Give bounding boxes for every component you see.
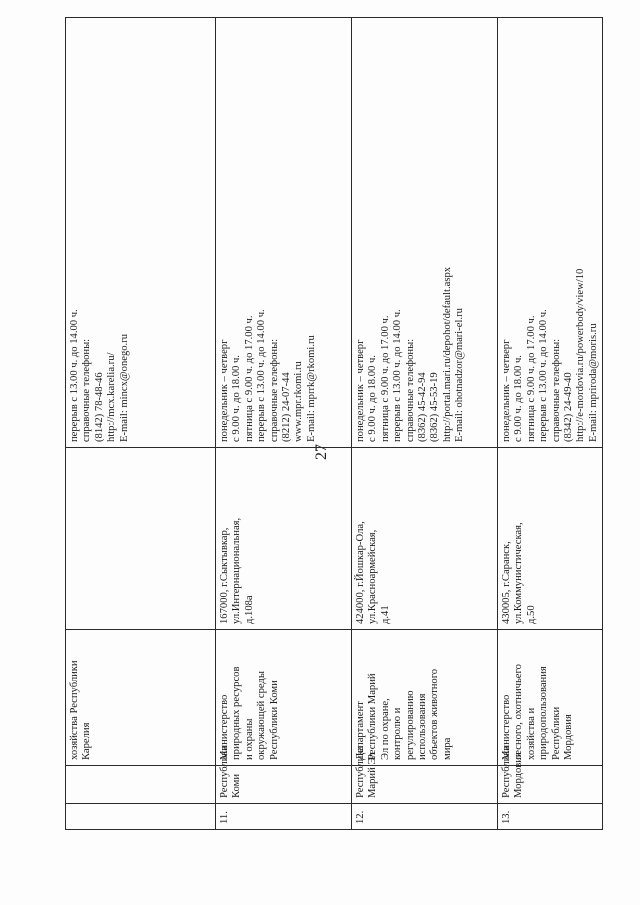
row-number-cell xyxy=(216,804,352,830)
address-cell xyxy=(216,448,352,630)
email-line[interactable]: E-mail: mpriroda@moris.ru xyxy=(587,323,599,442)
region-line: Республика xyxy=(355,745,366,798)
address-line: ул.Интернациональная, xyxy=(231,517,243,624)
website-link[interactable]: http://portal.mari.ru/depohot/default.aspx xyxy=(441,266,453,442)
contact-line: (8362) 45-42-94 xyxy=(417,372,429,442)
organization-line: мира xyxy=(441,737,453,760)
page-number: 27 xyxy=(313,444,330,460)
organization-cell xyxy=(66,630,216,766)
website-link[interactable]: www.mpr.rkomi.ru xyxy=(293,361,305,442)
region-cell xyxy=(498,745,603,804)
hours-contacts-cell xyxy=(352,18,498,448)
address-line: ул.Красноармейская, xyxy=(367,529,379,624)
organization-cell xyxy=(216,630,352,766)
organization-line: Республики xyxy=(550,706,562,760)
contact-line: понедельник – четверг xyxy=(355,339,366,442)
organization-line: природных ресурсов xyxy=(231,666,243,760)
address-line: д.108а xyxy=(243,595,255,624)
organization-line: лесного, охотничьего xyxy=(513,664,525,760)
contacts-table xyxy=(65,17,603,830)
rotated-table-container xyxy=(65,18,599,830)
row-number-cell xyxy=(352,804,498,830)
organization-line: окружающей среды xyxy=(256,671,268,760)
organization-line: Мордовия xyxy=(563,714,575,760)
hours-contacts-cell xyxy=(66,18,216,448)
address-line: д.50 xyxy=(525,605,537,624)
contact-line: справочные телефоны: xyxy=(404,338,416,442)
region-line: Республика xyxy=(501,745,512,798)
email-line[interactable]: E-mail: mincx@onego.ru xyxy=(118,333,130,442)
row-number: 11. xyxy=(219,811,230,824)
table-row xyxy=(66,18,216,830)
row-number-cell xyxy=(66,804,216,830)
organization-line: природопользования xyxy=(538,666,550,760)
organization-cell xyxy=(498,630,603,766)
contact-line: пятница с 9.00 ч. до 17.00 ч. xyxy=(525,315,537,442)
table-body xyxy=(66,18,603,830)
address-line: 430005, г.Саранск, xyxy=(501,541,512,624)
region-line: Марий Эл xyxy=(367,752,379,798)
website-link[interactable]: http://e-mordovia.ru/powerbody/view/10 xyxy=(575,268,587,442)
address-line: ул.Коммунистическая, xyxy=(513,522,525,624)
contact-line: (8142) 78-48-46 xyxy=(93,372,105,442)
contact-line: справочные телефоны: xyxy=(550,338,562,442)
organization-line: хозяйства Республики xyxy=(69,660,80,760)
contact-line: понедельник – четверг xyxy=(501,339,512,442)
row-number: 12. xyxy=(355,810,366,824)
region-cell xyxy=(216,745,352,804)
email-line[interactable]: E-mail: mprrk@rkomi.ru xyxy=(305,335,317,442)
organization-line: контролю и xyxy=(392,707,404,760)
website-link[interactable]: http://mcx.karelia.ru/ xyxy=(106,352,118,442)
organization-line: Эл по охране, xyxy=(379,698,391,760)
organization-line: объектов животного xyxy=(429,668,441,760)
contact-line: перерыв с 13.00 ч. до 14.00 ч. xyxy=(538,309,550,442)
contact-line: с 9.00 ч. до 18.00 ч. xyxy=(231,355,243,442)
organization-cell xyxy=(352,630,498,766)
contact-line: (8212) 24-07-44 xyxy=(281,372,293,442)
address-cell xyxy=(352,448,498,630)
table-row xyxy=(216,18,352,830)
table-row xyxy=(498,18,603,830)
region-line: Коми xyxy=(231,773,243,798)
contact-line: с 9.00 ч. до 18.00 ч. xyxy=(513,355,525,442)
contact-line: с 9.00 ч. до 18.00 ч. xyxy=(367,355,379,442)
region-line: Республика xyxy=(219,745,230,798)
region-line: Мордовия xyxy=(513,752,525,798)
address-line: 424000, г.Йошкар-Ола, xyxy=(355,521,366,624)
organization-line: регулированию xyxy=(404,690,416,760)
address-line: 167000, г.Сыктывкар, xyxy=(219,527,230,624)
contact-line: пятница с 9.00 ч. до 17.00 ч. xyxy=(379,315,391,442)
contact-line: перерыв с 13.00 ч. до 14.00 ч. xyxy=(69,309,80,442)
contact-line: перерыв с 13.00 ч. до 14.00 ч. xyxy=(392,309,404,442)
contact-line: перерыв с 13.00 ч. до 14.00 ч. xyxy=(256,309,268,442)
address-cell xyxy=(66,448,216,630)
contact-line: пятница с 9.00 ч. до 17.00 ч. xyxy=(243,315,255,442)
organization-line: Департамент xyxy=(355,701,366,760)
row-number-cell xyxy=(498,804,603,830)
organization-line: Министерство xyxy=(501,694,512,760)
organization-line: хозяйства и xyxy=(525,707,537,760)
organization-line: Карелия xyxy=(81,722,93,760)
organization-line: и охраны xyxy=(243,718,255,760)
contact-line: справочные телефоны: xyxy=(81,338,93,442)
organization-line: Республики Марий xyxy=(367,673,379,760)
region-cell xyxy=(66,766,216,804)
address-cell xyxy=(498,448,603,630)
row-number: 13. xyxy=(501,810,512,824)
organization-line: Министерство xyxy=(219,694,230,760)
hours-contacts-cell xyxy=(216,18,352,448)
contact-line: понедельник – четверг xyxy=(219,339,230,442)
contact-line: (8342) 24-49-40 xyxy=(563,372,575,442)
address-line: д.41 xyxy=(379,605,391,624)
contact-line: справочные телефоны: xyxy=(268,338,280,442)
email-line[interactable]: E-mail: ohotnadzor@mari-el.ru xyxy=(454,308,466,442)
organization-line: Республики Коми xyxy=(268,680,280,760)
hours-contacts-cell xyxy=(498,18,603,448)
organization-line: использования xyxy=(417,693,429,760)
contact-line: (8362) 45-53-19 xyxy=(429,372,441,442)
table-row xyxy=(352,18,498,830)
